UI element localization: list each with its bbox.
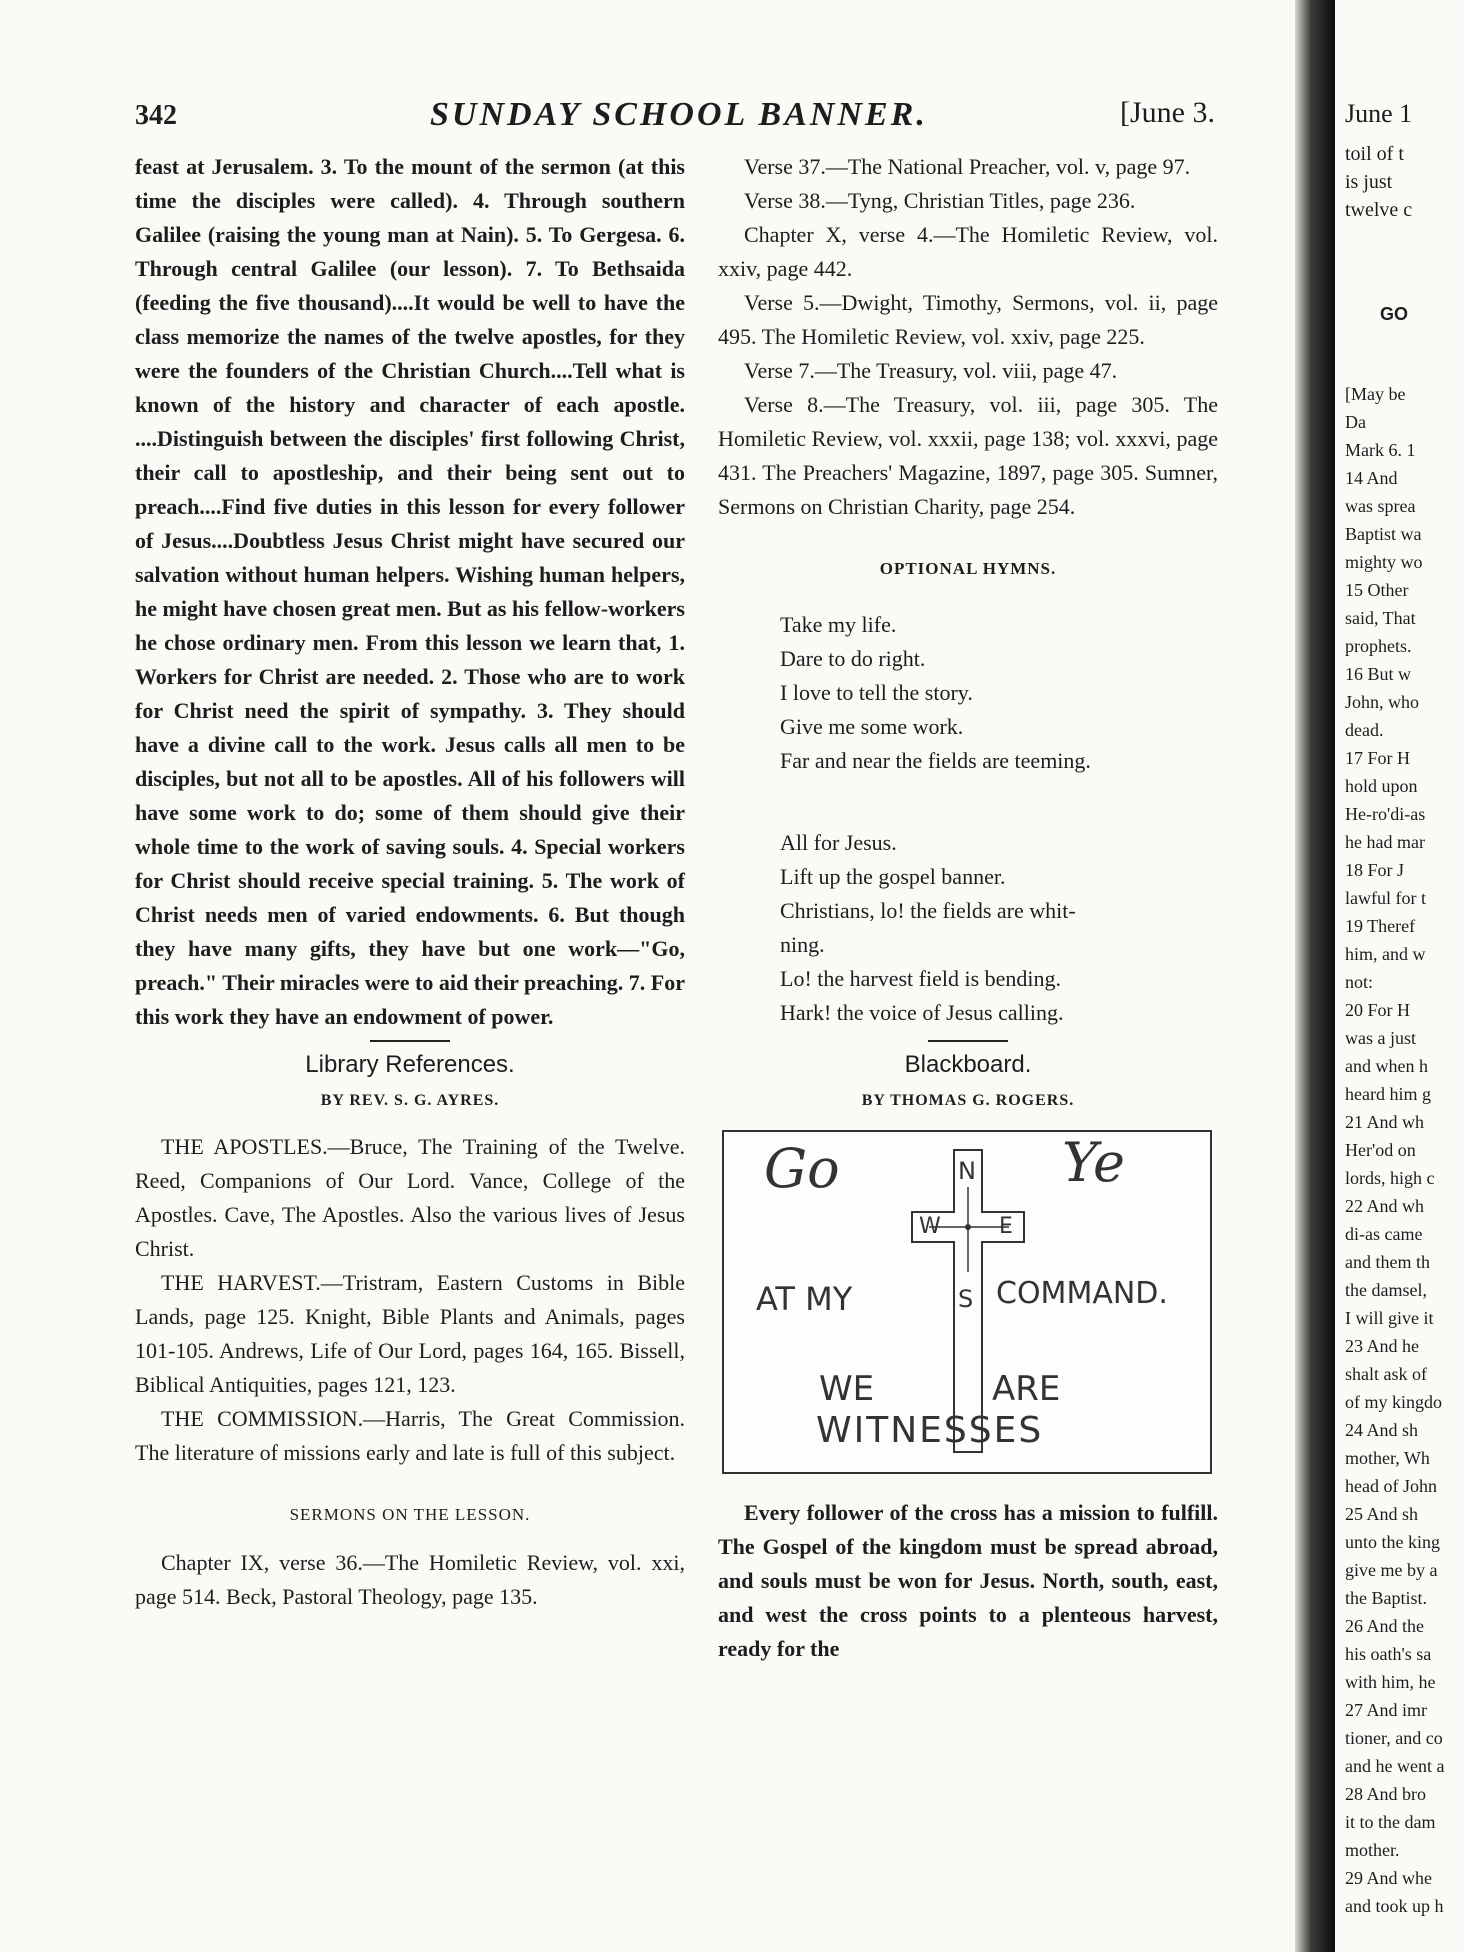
facing-line: mother. bbox=[1345, 1840, 1400, 1860]
right-column bbox=[718, 150, 1218, 1666]
sermon-ref: Chapter X, verse 4.—The Homiletic Review, vol. xxiv, page 442. bbox=[718, 222, 1218, 281]
facing-line: [May be bbox=[1345, 384, 1406, 404]
facing-line: 23 And he bbox=[1345, 1336, 1419, 1356]
blackboard-byline: BY THOMAS G. ROGERS. bbox=[861, 1092, 1075, 1109]
hymn-item: Lift up the gospel banner. bbox=[780, 864, 1006, 889]
facing-line: hold upon bbox=[1345, 776, 1418, 796]
library-entry-commission: THE COMMISSION.—Harris, The Great Commission. The literature of missions early and late is full of this subject. bbox=[135, 1406, 685, 1465]
facing-line: 18 For J bbox=[1345, 860, 1405, 880]
facing-line: he had mar bbox=[1345, 832, 1425, 852]
facing-line: the Baptist. bbox=[1345, 1588, 1427, 1608]
hymn-item: Take my life. bbox=[780, 612, 897, 637]
facing-line: prophets. bbox=[1345, 636, 1412, 656]
blackboard-closing-paragraph: Every follower of the cross has a mission to fulfill. The Gospel of the kingdom must be spread abroad, and souls must be won for Jesus. North, south, east, and west the cross points to a plenteous harvest, ready for the bbox=[718, 1500, 1218, 1661]
sermon-ref: Verse 37.—The National Preacher, vol. v, page 97. bbox=[744, 154, 1191, 179]
facing-line: 14 And bbox=[1345, 468, 1398, 488]
facing-line: him, and w bbox=[1345, 944, 1426, 964]
blackboard-illustration bbox=[722, 1130, 1212, 1474]
library-references-byline: BY REV. S. G. AYRES. bbox=[320, 1092, 500, 1109]
facing-line: Baptist wa bbox=[1345, 524, 1422, 544]
hymn-item: Give me some work. bbox=[780, 714, 964, 739]
facing-line: mother, Wh bbox=[1345, 1448, 1430, 1468]
facing-line: not: bbox=[1345, 972, 1374, 992]
running-title: SUNDAY SCHOOL BANNER. bbox=[430, 96, 928, 133]
facing-line: 21 And wh bbox=[1345, 1112, 1425, 1132]
facing-line: Da bbox=[1345, 412, 1366, 432]
facing-line: was a just bbox=[1345, 1028, 1416, 1048]
sermon-ref: Verse 38.—Tyng, Christian Titles, page 236. bbox=[744, 188, 1136, 213]
blackboard-we: WE bbox=[819, 1369, 875, 1409]
facing-line: dead. bbox=[1345, 720, 1384, 740]
library-references-title: Library References. bbox=[305, 1051, 515, 1078]
facing-line: and them th bbox=[1345, 1252, 1430, 1272]
facing-line: tioner, and co bbox=[1345, 1728, 1443, 1748]
facing-line: his oath's sa bbox=[1345, 1644, 1432, 1664]
hymn-item: ning. bbox=[780, 932, 825, 957]
running-date: [June 3. bbox=[1120, 96, 1215, 129]
blackboard-e: E bbox=[999, 1214, 1013, 1239]
facing-line: of my kingdo bbox=[1345, 1392, 1442, 1412]
facing-line: 25 And sh bbox=[1345, 1504, 1419, 1524]
facing-line: mighty wo bbox=[1345, 552, 1423, 572]
hymn-item: I love to tell the story. bbox=[780, 680, 973, 705]
facing-line: 19 Theref bbox=[1345, 916, 1416, 936]
page-number: 342 bbox=[135, 100, 177, 131]
facing-line: head of John bbox=[1345, 1476, 1437, 1496]
blackboard-n: N bbox=[958, 1157, 976, 1185]
facing-line: 15 Other bbox=[1345, 580, 1409, 600]
facing-line: shalt ask of bbox=[1345, 1364, 1427, 1384]
facing-line: the damsel, bbox=[1345, 1280, 1427, 1300]
hymn-item: All for Jesus. bbox=[780, 830, 897, 855]
facing-line: and took up h bbox=[1345, 1896, 1444, 1916]
blackboard-w: W bbox=[919, 1214, 941, 1239]
facing-line: lords, high c bbox=[1345, 1168, 1435, 1188]
facing-line: with him, he bbox=[1345, 1672, 1436, 1692]
sermon-ref: Verse 5.—Dwight, Timothy, Sermons, vol. ii, page 495. The Homiletic Review, vol. xxiv, page 225. bbox=[718, 290, 1218, 349]
facing-line: is just bbox=[1345, 171, 1393, 193]
facing-page bbox=[1335, 0, 1464, 1952]
blackboard-title: Blackboard. bbox=[904, 1051, 1032, 1078]
hymn-list-2 bbox=[780, 826, 1218, 1030]
facing-line: heard him g bbox=[1345, 1084, 1431, 1104]
facing-line: and he went a bbox=[1345, 1756, 1445, 1776]
facing-line: 22 And wh bbox=[1345, 1196, 1425, 1216]
hymn-item: Dare to do right. bbox=[780, 646, 926, 671]
hymn-list-1 bbox=[780, 608, 1218, 778]
facing-line: was sprea bbox=[1345, 496, 1416, 516]
library-entry-apostles: THE APOSTLES.—Bruce, The Training of the Twelve. Reed, Companions of Our Lord. Vance, College of the Apostles. Cave, The Apostles. Also the various lives of Jesus Christ. bbox=[135, 1134, 685, 1261]
facing-line: it to the dam bbox=[1345, 1812, 1436, 1832]
section-divider bbox=[370, 1040, 450, 1042]
facing-line: 24 And sh bbox=[1345, 1420, 1419, 1440]
blackboard-at-my: AT MY bbox=[756, 1280, 853, 1318]
facing-line: 20 For H bbox=[1345, 1000, 1411, 1020]
facing-line: unto the king bbox=[1345, 1532, 1440, 1552]
blackboard-go: Go bbox=[764, 1137, 840, 1200]
hymn-item: Lo! the harvest field is bending. bbox=[780, 966, 1062, 991]
facing-line: 17 For H bbox=[1345, 748, 1411, 768]
facing-line: Her'od on bbox=[1345, 1140, 1416, 1160]
facing-line: Mark 6. 1 bbox=[1345, 440, 1416, 460]
library-entry-harvest: THE HARVEST.—Tristram, Eastern Customs in Bible Lands, page 125. Knight, Bible Plants and Animals, pages 101-105. Andrews, Life of Our Lord, pages 164, 165. Bissell, Biblical Antiquities, pages 121, 123. bbox=[135, 1270, 685, 1397]
hymn-item: Hark! the voice of Jesus calling. bbox=[780, 1000, 1064, 1025]
running-header bbox=[135, 96, 1215, 140]
facing-line: said, That bbox=[1345, 608, 1416, 628]
sermons-title: SERMONS ON THE LESSON. bbox=[289, 1505, 531, 1524]
blackboard-are: ARE bbox=[992, 1369, 1061, 1409]
lesson-notes-paragraph: feast at Jerusalem. 3. To the mount of the sermon (at this time the disciples were called). 4. Through southern Galilee (raising the young man at Nain). 5. To Gergesa. 6. Through central Galilee (our lesson). 7. To Bethsaida (feeding the five thousand)....It would be well to have the class memorize the names of the twelve apostles, for they were the founders of the Christian Church....Tell what is known of the history and character of each apostle. ....Distinguish between the disciples' first following Christ, their call to apostleship, and their being sent out to preach....Find five duties in this lesson for every follower of Jesus....Doubtless Jesus Christ might have secured our salvation without human helpers. Wishing human helpers, he might have chosen great men. But as his fellow-workers he chose ordinary men. From this lesson we learn that, 1. Workers for Christ are needed. 2. Those who are to work for Christ need the spirit of sympathy. 3. They should have a divine call to the work. Jesus calls all men to be disciples, but not all to be apostles. All of his followers will have some work to do; some of them should give their whole time to the work of saving souls. 4. Special workers for Christ should receive special training. 5. The work of Christ needs men of varied endowments. 6. But though they have many gifts, they have but one work—"Go, preach." Their miracles were to aid their preaching. 7. For this work they have an endowment of power. bbox=[135, 154, 685, 1029]
optional-hymns-title: OPTIONAL HYMNS. bbox=[879, 559, 1057, 578]
facing-line: 27 And imr bbox=[1345, 1700, 1428, 1720]
hymn-item: Christians, lo! the fields are whit- bbox=[780, 898, 1076, 923]
facing-heading: GO bbox=[1380, 304, 1409, 324]
facing-line: I will give it bbox=[1345, 1308, 1434, 1328]
sermon-ref: Verse 8.—The Treasury, vol. iii, page 305. The Homiletic Review, vol. xxxii, page 138; vol. xxxvi, page 431. The Preachers' Magazine, 1897, page 305. Sumner, Sermons on Christian Charity, page 254. bbox=[718, 392, 1218, 519]
facing-line: 29 And whe bbox=[1345, 1868, 1432, 1888]
facing-line: di-as came bbox=[1345, 1224, 1423, 1244]
left-column bbox=[135, 150, 685, 1614]
blackboard-ye: Ye bbox=[1062, 1131, 1125, 1194]
facing-line: 28 And bro bbox=[1345, 1784, 1426, 1804]
blackboard-command: COMMAND. bbox=[996, 1276, 1168, 1311]
facing-line: He-ro'di-as bbox=[1345, 804, 1426, 824]
facing-line: 26 And the bbox=[1345, 1616, 1424, 1636]
facing-line: give me by a bbox=[1345, 1560, 1438, 1580]
section-divider bbox=[928, 1040, 1008, 1042]
facing-line: twelve c bbox=[1345, 199, 1413, 221]
facing-line: and when h bbox=[1345, 1056, 1428, 1076]
sermons-entry: Chapter IX, verse 36.—The Homiletic Review, vol. xxi, page 514. Beck, Pastoral Theology, page 135. bbox=[135, 1550, 685, 1609]
facing-header: June 1 bbox=[1345, 99, 1413, 128]
blackboard-witnesses: WITNESSES bbox=[816, 1410, 1044, 1451]
hymn-item: Far and near the fields are teeming. bbox=[780, 748, 1091, 773]
facing-line: lawful for t bbox=[1345, 888, 1426, 908]
book-gutter bbox=[1295, 0, 1335, 1952]
facing-line: John, who bbox=[1345, 692, 1420, 712]
facing-line: 16 But w bbox=[1345, 664, 1412, 684]
blackboard-s: S bbox=[958, 1285, 974, 1313]
facing-line: toil of t bbox=[1345, 143, 1404, 165]
sermon-ref: Verse 7.—The Treasury, vol. viii, page 47. bbox=[744, 358, 1118, 383]
